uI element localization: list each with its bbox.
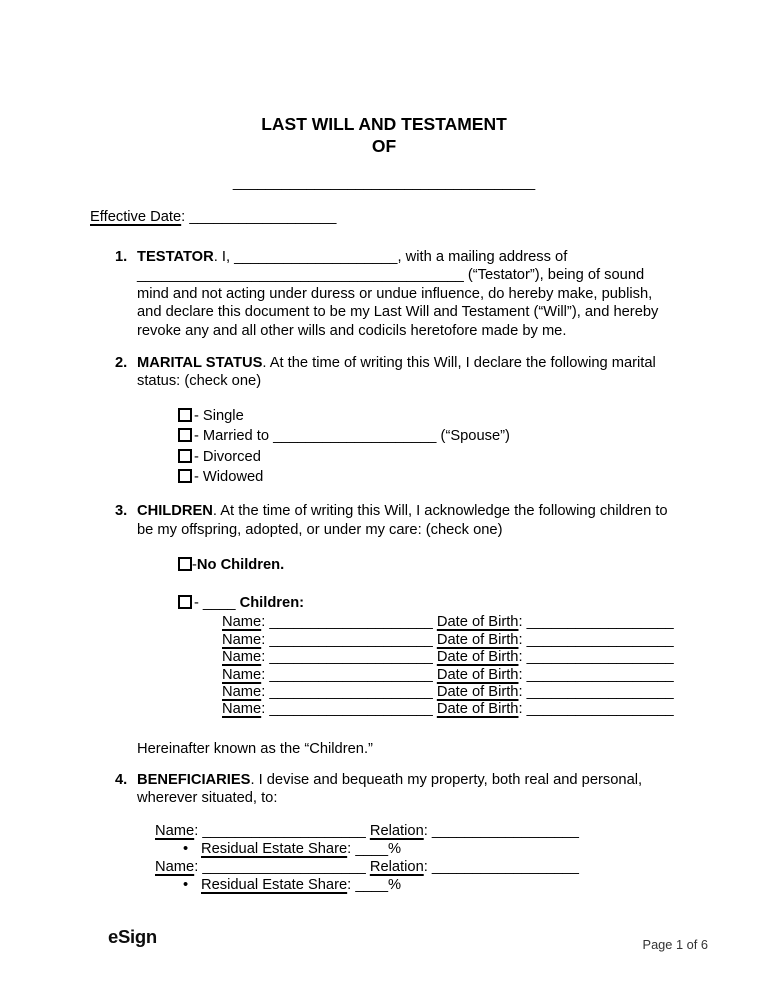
checkbox-no-children[interactable] xyxy=(178,557,192,571)
name-label: Name xyxy=(222,701,262,718)
percent-sign: % xyxy=(388,877,402,894)
marital-option-single xyxy=(178,406,680,426)
page-number: Page 1 of 6 xyxy=(642,937,708,952)
section-marital-status xyxy=(115,354,680,487)
children-row xyxy=(222,632,680,649)
colon: : xyxy=(261,649,266,666)
residual-share-label: Residual Estate Share xyxy=(201,840,348,857)
name-label: Name xyxy=(222,649,262,666)
colon: : xyxy=(347,840,352,857)
colon: : xyxy=(518,683,523,700)
children-count-blank[interactable]: ____ xyxy=(202,595,236,612)
child-dob-blank[interactable]: __________________ xyxy=(526,666,674,683)
colon: : xyxy=(423,858,428,875)
child-dob-blank[interactable]: __________________ xyxy=(526,631,674,648)
section-beneficiaries xyxy=(115,771,680,895)
residual-share-row xyxy=(183,840,680,858)
checkbox-married[interactable] xyxy=(178,428,192,442)
child-name-blank[interactable]: ____________________ xyxy=(269,666,433,683)
colon: : xyxy=(261,631,266,648)
section-children xyxy=(115,502,680,757)
beneficiary-name-row xyxy=(155,858,680,876)
children-row xyxy=(222,667,680,684)
effective-date-blank[interactable]: __________________ xyxy=(189,209,337,225)
colon: : xyxy=(518,631,523,648)
child-name-blank[interactable]: ____________________ xyxy=(269,631,433,648)
section-number: 3. xyxy=(115,503,128,520)
no-children-label: No Children. xyxy=(196,557,285,574)
dob-label: Date of Birth xyxy=(436,631,519,648)
relation-label: Relation xyxy=(369,822,424,839)
child-dob-blank[interactable]: __________________ xyxy=(526,614,674,631)
dob-label: Date of Birth xyxy=(436,701,519,718)
colon: : xyxy=(518,649,523,666)
section-heading: BENEFICIARIES xyxy=(137,771,251,788)
marital-option-label: Single xyxy=(202,407,244,424)
section-number: 2. xyxy=(115,355,128,372)
children-text: . At the time of writing this Will, I acknowledge the following children to be my offspring, adopted, or under my care: (check one) xyxy=(137,503,668,538)
beneficiaries-list xyxy=(155,822,680,895)
residual-share-blank[interactable]: ____ xyxy=(355,840,389,857)
children-row xyxy=(222,701,680,718)
child-name-blank[interactable]: ____________________ xyxy=(269,649,433,666)
beneficiary-name-blank[interactable]: ____________________ xyxy=(202,822,366,839)
beneficiary-name-row xyxy=(155,822,680,840)
beneficiary-relation-blank[interactable]: __________________ xyxy=(431,822,579,839)
name-label: Name xyxy=(222,666,262,683)
children-row xyxy=(222,614,680,631)
esign-logo: eSign xyxy=(108,926,157,947)
colon: : xyxy=(194,858,199,875)
title-line-2: OF xyxy=(371,136,397,156)
dob-label: Date of Birth xyxy=(436,683,519,700)
dash: - xyxy=(192,557,197,574)
document-title xyxy=(0,113,768,157)
checkbox-children-count[interactable] xyxy=(178,595,192,609)
marital-option-divorced xyxy=(178,447,680,467)
testator-text-2: , with a mailing address of xyxy=(397,249,568,265)
dob-label: Date of Birth xyxy=(436,614,519,631)
children-row xyxy=(222,684,680,701)
marital-option-married xyxy=(178,426,680,446)
residual-share-row xyxy=(183,876,680,894)
colon: : xyxy=(261,666,266,683)
marital-option-label: Widowed xyxy=(202,469,264,486)
section-testator-paragraph xyxy=(137,248,680,340)
testator-name-blank[interactable]: ____________________ xyxy=(234,249,398,265)
section-testator xyxy=(115,248,680,340)
residual-share-blank[interactable]: ____ xyxy=(355,877,389,894)
colon: : xyxy=(194,822,199,839)
option-children-count xyxy=(178,593,680,613)
title-line-1: LAST WILL AND TESTAMENT xyxy=(261,114,507,134)
section-heading: TESTATOR xyxy=(137,249,214,265)
effective-date-colon: : xyxy=(181,209,186,225)
child-dob-blank[interactable]: __________________ xyxy=(526,683,674,700)
child-name-blank[interactable]: ____________________ xyxy=(269,614,433,631)
effective-date-row xyxy=(90,208,680,227)
child-name-blank[interactable]: ____________________ xyxy=(269,683,433,700)
beneficiary-name-blank[interactable]: ____________________ xyxy=(202,858,366,875)
effective-date-label: Effective Date xyxy=(90,209,182,225)
name-label: Name xyxy=(155,822,195,839)
marital-option-label: Married to ____________________ (“Spouse”) xyxy=(202,428,510,445)
dash: - xyxy=(194,428,199,445)
bullet-icon: • xyxy=(183,877,189,894)
testator-address-blank[interactable]: ________________________________________ xyxy=(137,267,464,284)
testator-name-blank-line[interactable]: _____________________________________ xyxy=(232,175,536,191)
testator-text-3: (“Testator”), being of sound mind and not acting under duress or undue influence, do hereby make, publish, and declare this document to be my Last Will and Testament (“Will”), and hereby revoke any and all other wills and codicils heretofore made by me. xyxy=(137,267,659,339)
section-heading: CHILDREN xyxy=(137,503,213,520)
children-count-label: Children: xyxy=(239,595,305,612)
colon: : xyxy=(261,701,266,718)
colon: : xyxy=(261,683,266,700)
option-no-children xyxy=(178,555,680,575)
checkbox-divorced[interactable] xyxy=(178,449,192,463)
section-number: 4. xyxy=(115,771,128,788)
dob-label: Date of Birth xyxy=(436,649,519,666)
colon: : xyxy=(518,614,523,631)
name-label: Name xyxy=(222,631,262,648)
residual-share-label: Residual Estate Share xyxy=(201,877,348,894)
testator-text-1: . I, xyxy=(213,249,235,265)
relation-label: Relation xyxy=(369,858,424,875)
percent-sign: % xyxy=(388,840,402,857)
marital-option-label: Divorced xyxy=(202,448,261,465)
section-heading: MARITAL STATUS xyxy=(137,355,263,372)
checkbox-widowed[interactable] xyxy=(178,469,192,483)
testator-name-line-row xyxy=(0,173,768,193)
child-dob-blank[interactable]: __________________ xyxy=(526,649,674,666)
marital-option-widowed xyxy=(178,467,680,487)
dob-label: Date of Birth xyxy=(436,666,519,683)
bullet-icon: • xyxy=(183,840,189,857)
name-label: Name xyxy=(222,614,262,631)
children-row xyxy=(222,649,680,666)
section-number: 1. xyxy=(115,249,128,265)
colon: : xyxy=(347,877,352,894)
dash: - xyxy=(194,595,199,612)
children-table xyxy=(222,614,680,718)
section-children-paragraph xyxy=(137,502,680,539)
dash: - xyxy=(194,407,199,424)
checkbox-single[interactable] xyxy=(178,408,192,422)
dash: - xyxy=(194,469,199,486)
name-label: Name xyxy=(222,683,262,700)
colon: : xyxy=(518,666,523,683)
section-beneficiaries-paragraph xyxy=(137,771,680,808)
colon: : xyxy=(261,614,266,631)
colon: : xyxy=(518,701,523,718)
beneficiaries-text: . I devise and bequeath my property, both real and personal, wherever situated, to: xyxy=(137,771,643,807)
beneficiary-relation-blank[interactable]: __________________ xyxy=(431,858,579,875)
section-marital-paragraph xyxy=(137,354,680,391)
child-name-blank[interactable]: ____________________ xyxy=(269,701,433,718)
child-dob-blank[interactable]: __________________ xyxy=(526,701,674,718)
marital-options xyxy=(178,406,680,488)
colon: : xyxy=(423,822,428,839)
name-label: Name xyxy=(155,858,195,875)
children-footnote: Hereinafter known as the “Children.” xyxy=(137,740,373,757)
marital-text: . At the time of writing this Will, I declare the following marital status: (check one) xyxy=(137,355,656,390)
dash: - xyxy=(194,448,199,465)
